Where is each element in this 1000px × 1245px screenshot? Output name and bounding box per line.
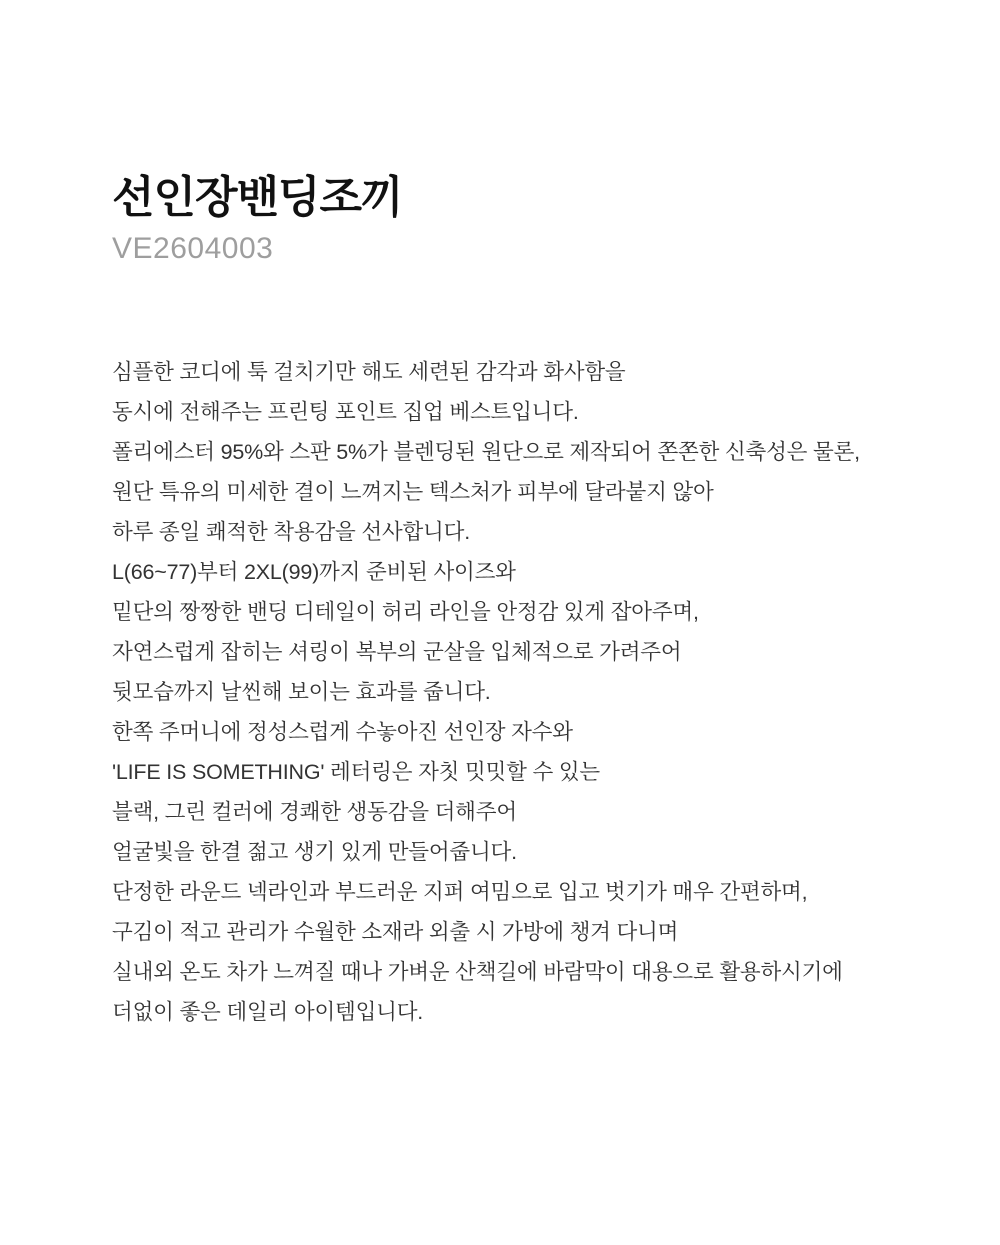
description-line: 구김이 적고 관리가 수월한 소재라 외출 시 가방에 챙겨 다니며 [112, 920, 679, 944]
description-line: 원단 특유의 미세한 결이 느껴지는 텍스처가 피부에 달라붙지 않아 [112, 480, 714, 504]
description-line: 심플한 코디에 툭 걸치기만 해도 세련된 감각과 화사함을 [112, 360, 626, 384]
description-line: 동시에 전해주는 프린팅 포인트 집업 베스트입니다. [112, 400, 579, 424]
description-line: L(66~77)부터 2XL(99)까지 준비된 사이즈와 [112, 560, 516, 584]
product-code: VE2604003 [112, 232, 274, 265]
description-line: 단정한 라운드 넥라인과 부드러운 지퍼 여밈으로 입고 벗기가 매우 간편하며, [112, 880, 808, 904]
description-line: 더없이 좋은 데일리 아이템입니다. [112, 1000, 424, 1024]
description-line: 얼굴빛을 한결 젊고 생기 있게 만들어줍니다. [112, 840, 517, 864]
description-line: 한쪽 주머니에 정성스럽게 수놓아진 선인장 자수와 [112, 720, 573, 744]
description-line: 뒷모습까지 날씬해 보이는 효과를 줍니다. [112, 680, 491, 704]
description-line: 폴리에스터 95%와 스판 5%가 블렌딩된 원단으로 제작되어 쫀쫀한 신축성은 물론, [112, 440, 860, 464]
product-description [112, 352, 940, 1032]
description-line: 자연스럽게 잡히는 셔링이 복부의 군살을 입체적으로 가려주어 [112, 640, 682, 664]
description-line: 밑단의 짱짱한 밴딩 디테일이 허리 라인을 안정감 있게 잡아주며, [112, 600, 699, 624]
description-line: 블랙, 그린 컬러에 경쾌한 생동감을 더해주어 [112, 800, 517, 824]
description-line: 실내외 온도 차가 느껴질 때나 가벼운 산책길에 바람막이 대용으로 활용하시기에 [112, 960, 843, 984]
description-line: 'LIFE IS SOMETHING' 레터링은 자칫 밋밋할 수 있는 [112, 760, 600, 784]
description-line: 하루 종일 쾌적한 착용감을 선사합니다. [112, 520, 470, 544]
page-title: 선인장밴딩조끼 [112, 173, 403, 222]
